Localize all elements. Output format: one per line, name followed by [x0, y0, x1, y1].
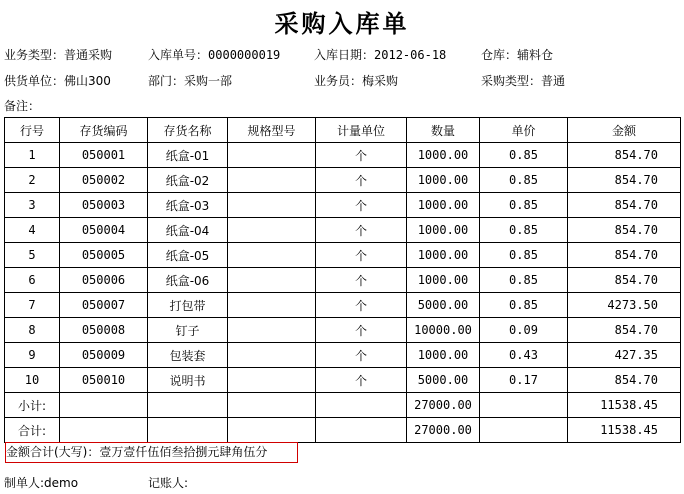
cell-spec: [228, 343, 316, 368]
cell-line-no: 5: [5, 243, 60, 268]
cell-amount: 854.70: [568, 193, 681, 218]
maker-signature: 制单人:demo: [4, 476, 79, 490]
cell-price: 0.85: [480, 268, 568, 293]
remark-label: 备注：: [4, 99, 41, 113]
col-header-name: 存货名称: [148, 118, 228, 143]
cell-code: 050001: [60, 143, 148, 168]
total-empty: [480, 418, 568, 443]
document-title: 采购入库单: [274, 10, 410, 38]
cell-unit: 个: [316, 218, 407, 243]
subtotal-empty: [480, 393, 568, 418]
table-row: [5, 193, 681, 218]
receipt-number-label: 入库单号：: [148, 48, 209, 62]
salesperson: [314, 72, 398, 89]
cell-line-no: 2: [5, 168, 60, 193]
department-label: 部门：: [148, 74, 185, 88]
receipt-number: [148, 46, 280, 63]
receipt-date-label: 入库日期：: [314, 48, 375, 62]
amount-in-words: 金额合计(大写)：壹万壹仟伍佰叁拾捌元肆角伍分: [5, 442, 298, 463]
cell-qty: 1000.00: [407, 193, 480, 218]
table-row: [5, 218, 681, 243]
subtotal-amount: 11538.45: [568, 393, 681, 418]
cell-code: 050005: [60, 243, 148, 268]
business-type-value: 普通采购: [64, 48, 113, 62]
total-row: [5, 418, 681, 443]
cell-qty: 1000.00: [407, 168, 480, 193]
cell-name: 纸盒-05: [148, 243, 228, 268]
cell-name: 打包带: [148, 293, 228, 318]
warehouse-label: 仓库：: [481, 48, 518, 62]
cell-price: 0.43: [480, 343, 568, 368]
cell-unit: 个: [316, 368, 407, 393]
table-row: [5, 368, 681, 393]
business-type: [4, 46, 112, 63]
cell-unit: 个: [316, 268, 407, 293]
cell-line-no: 10: [5, 368, 60, 393]
cell-spec: [228, 318, 316, 343]
cell-amount: 427.35: [568, 343, 681, 368]
col-header-unit: 计量单位: [316, 118, 407, 143]
cell-price: 0.09: [480, 318, 568, 343]
cell-spec: [228, 193, 316, 218]
cell-code: 050003: [60, 193, 148, 218]
total-qty: 27000.00: [407, 418, 480, 443]
cell-code: 050007: [60, 293, 148, 318]
col-header-amount: 金额: [568, 118, 681, 143]
cell-unit: 个: [316, 343, 407, 368]
supplier-label: 供货单位：: [4, 74, 65, 88]
cell-price: 0.17: [480, 368, 568, 393]
table-row: [5, 343, 681, 368]
bookkeeper-signature: 记账人:: [148, 476, 189, 490]
cell-amount: 854.70: [568, 243, 681, 268]
cell-qty: 5000.00: [407, 368, 480, 393]
cell-qty: 1000.00: [407, 343, 480, 368]
subtotal-empty: [60, 393, 148, 418]
cell-amount: 854.70: [568, 168, 681, 193]
col-header-line-no: 行号: [5, 118, 60, 143]
table-row: [5, 268, 681, 293]
warehouse: [481, 46, 553, 63]
cell-qty: 1000.00: [407, 218, 480, 243]
department-value: 采购一部: [184, 74, 233, 88]
cell-line-no: 7: [5, 293, 60, 318]
cell-line-no: 6: [5, 268, 60, 293]
subtotal-empty: [148, 393, 228, 418]
total-amount: 11538.45: [568, 418, 681, 443]
cell-name: 纸盒-06: [148, 268, 228, 293]
cell-spec: [228, 143, 316, 168]
cell-code: 050002: [60, 168, 148, 193]
subtotal-row: [5, 393, 681, 418]
cell-amount: 854.70: [568, 368, 681, 393]
total-label: 合计:: [5, 418, 60, 443]
total-empty: [60, 418, 148, 443]
cell-code: 050006: [60, 268, 148, 293]
cell-price: 0.85: [480, 193, 568, 218]
salesperson-label: 业务员：: [314, 74, 363, 88]
cell-line-no: 1: [5, 143, 60, 168]
cell-name: 纸盒-03: [148, 193, 228, 218]
cell-spec: [228, 218, 316, 243]
receipt-number-value: 0000000019: [208, 48, 281, 62]
table-row: [5, 143, 681, 168]
subtotal-empty: [316, 393, 407, 418]
col-header-qty: 数量: [407, 118, 480, 143]
cell-unit: 个: [316, 193, 407, 218]
supplier-value: 佛山300: [64, 74, 111, 88]
supplier: [4, 72, 111, 89]
cell-unit: 个: [316, 243, 407, 268]
warehouse-value: 辅料仓: [517, 48, 554, 62]
cell-name: 纸盒-01: [148, 143, 228, 168]
cell-qty: 1000.00: [407, 268, 480, 293]
col-header-code: 存货编码: [60, 118, 148, 143]
subtotal-empty: [228, 393, 316, 418]
cell-name: 纸盒-02: [148, 168, 228, 193]
cell-spec: [228, 243, 316, 268]
cell-line-no: 3: [5, 193, 60, 218]
cell-code: 050009: [60, 343, 148, 368]
cell-line-no: 8: [5, 318, 60, 343]
cell-code: 050010: [60, 368, 148, 393]
cell-amount: 854.70: [568, 218, 681, 243]
items-table: [4, 117, 681, 443]
receipt-date: [314, 46, 446, 63]
cell-code: 050004: [60, 218, 148, 243]
cell-amount: 854.70: [568, 268, 681, 293]
salesperson-value: 梅采购: [362, 74, 399, 88]
purchase-type-value: 普通: [541, 74, 566, 88]
cell-spec: [228, 293, 316, 318]
cell-price: 0.85: [480, 243, 568, 268]
cell-line-no: 4: [5, 218, 60, 243]
table-header-row: [5, 118, 681, 143]
cell-spec: [228, 268, 316, 293]
table-row: [5, 168, 681, 193]
total-empty: [228, 418, 316, 443]
purchase-type-label: 采购类型：: [481, 74, 542, 88]
table-row: [5, 318, 681, 343]
cell-code: 050008: [60, 318, 148, 343]
cell-spec: [228, 368, 316, 393]
cell-qty: 1000.00: [407, 243, 480, 268]
cell-price: 0.85: [480, 168, 568, 193]
cell-name: 说明书: [148, 368, 228, 393]
cell-name: 包装套: [148, 343, 228, 368]
cell-qty: 1000.00: [407, 143, 480, 168]
department: [148, 72, 232, 89]
cell-price: 0.85: [480, 218, 568, 243]
subtotal-qty: 27000.00: [407, 393, 480, 418]
cell-unit: 个: [316, 293, 407, 318]
cell-name: 纸盒-04: [148, 218, 228, 243]
cell-amount: 854.70: [568, 318, 681, 343]
table-row: [5, 243, 681, 268]
business-type-label: 业务类型：: [4, 48, 65, 62]
cell-qty: 10000.00: [407, 318, 480, 343]
cell-unit: 个: [316, 143, 407, 168]
cell-unit: 个: [316, 168, 407, 193]
cell-line-no: 9: [5, 343, 60, 368]
receipt-date-value: 2012-06-18: [374, 48, 447, 62]
cell-amount: 854.70: [568, 143, 681, 168]
cell-unit: 个: [316, 318, 407, 343]
subtotal-label: 小计:: [5, 393, 60, 418]
cell-price: 0.85: [480, 143, 568, 168]
cell-amount: 4273.50: [568, 293, 681, 318]
col-header-price: 单价: [480, 118, 568, 143]
cell-name: 钉子: [148, 318, 228, 343]
cell-spec: [228, 168, 316, 193]
cell-price: 0.85: [480, 293, 568, 318]
purchase-type: [481, 72, 565, 89]
table-row: [5, 293, 681, 318]
cell-qty: 5000.00: [407, 293, 480, 318]
total-empty: [316, 418, 407, 443]
total-empty: [148, 418, 228, 443]
col-header-spec: 规格型号: [228, 118, 316, 143]
